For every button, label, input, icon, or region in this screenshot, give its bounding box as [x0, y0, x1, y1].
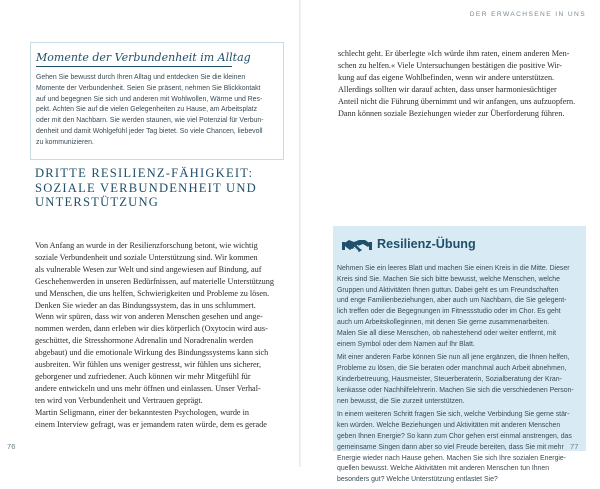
heading-line: UNTERSTÜTZUNG: [35, 195, 160, 210]
text-line: geschüttet, die Stresshormone Adrenalin und Noradrenalin werden: [35, 336, 254, 346]
text-line: Nehmen Sie ein leeres Blatt und machen Sie einen Kreis in die Mitte. Dieser: [337, 265, 570, 272]
text-line: nommen werden, dann erleben wir dies körperlich (Oxytocin wird aus-: [35, 324, 268, 334]
text-line: ten wird von Verbundenheit und Vertrauen geprägt.: [35, 395, 203, 405]
text-line: besonders gut? Welche Unterstützung entlastet Sie?: [337, 476, 498, 484]
handshake-icon: [342, 237, 372, 257]
exercise-paragraph: [337, 410, 580, 486]
text-line: Denken Sie wieder an das Bindungssystem, das in uns schlummert.: [35, 300, 256, 310]
right-body-text: [338, 48, 578, 119]
text-line: ken würden. Welche Beziehungen und Aktivitäten mit anderen Menschen: [337, 422, 561, 430]
text-line: als vulnerable Wesen zur Welt und sind angewiesen auf Bindung, auf: [35, 264, 262, 274]
text-line: andere entwickeln und uns mehr öffnen und einlassen. Unser Verhal-: [35, 383, 261, 393]
text-line: abgebaut) und die emotionale Wirkung des Bindungssystems kann sich: [35, 348, 269, 358]
text-line: auf und begegnen Sie sich und anderen mit Wohlwollen, Wärme und Res-: [36, 95, 263, 103]
page-number-right: 77: [570, 442, 579, 451]
text-line: Wenn wir spüren, dass wir von anderen Menschen gesehen und ange-: [35, 312, 263, 322]
text-line: Geschehenwerden in unseren Bedürfnissen, auf materielle Unterstützung: [35, 276, 274, 286]
heading-line: SOZIALE VERBUNDENHEIT UND: [35, 180, 257, 195]
text-line: geborgener und zufriedener. Auch können wir mehr Mitgefühl für: [35, 371, 251, 381]
text-line: soziale Verbundenheit und soziale Unterstützung sind. Wir kommen: [35, 252, 258, 262]
text-line: nen bewusst, die Sie zurzeit unterstützen.: [337, 397, 465, 405]
text-line: Momente der Verbundenheit. Seien Sie präsent, nehmen Sie Blickkontakt: [36, 84, 261, 92]
exercise-paragraph: [337, 264, 580, 350]
text-line: einem Symbol oder dem Namen auf Ihr Blatt.: [337, 340, 475, 348]
text-line: In einem weiteren Schritt fragen Sie sich, welche Verbindung Sie gerne stär-: [337, 411, 570, 419]
running-head: DER ERWACHSENE IN UNS: [469, 11, 586, 18]
text-line: zu kommunizieren.: [36, 138, 94, 146]
text-line: Gruppen und Aktivitäten Ihnen guttun. Dabei geht es um Freundschaften: [337, 286, 559, 294]
text-line: Martin Seligmann, einer der bekanntesten Psychologen, wurde in: [35, 407, 249, 417]
heading-line: DRITTE RESILIENZ-FÄHIGKEIT:: [35, 166, 254, 180]
text-line: pekt. Achten Sie auf die vielen Gelegenheiten zu Hause, am Arbeitsplatz: [36, 106, 258, 114]
text-line: Von Anfang an wurde in der Resilienzforschung betont, wie wichtig: [35, 241, 258, 250]
text-line: Probleme zu lösen, die Sie beraten oder manchmal auch Arbeit abnehmen,: [337, 365, 567, 373]
text-line: denheit und damit Wohlgefühl jeder Tag bietet. So viele Chancen, liebevoll: [36, 127, 263, 135]
text-line: kung auf das eigene Wohlbefinden, wenn wir andere unterstützen.: [338, 72, 555, 82]
text-line: Kreis sind Sie. Machen Sie sich bitte bewusst, welche Menschen, welche: [337, 275, 560, 283]
text-line: und Menschen, die uns helfen, Schwierigkeiten und Probleme zu lösen.: [35, 288, 270, 298]
text-line: kenkasse oder Nachhilfelehrerin. Machen Sie sich die verschiedenen Person-: [337, 386, 574, 394]
section-heading: [35, 166, 285, 210]
text-line: einem Interview gefragt, was er jemandem raten würde, dem es gerade: [35, 419, 267, 429]
text-line: Mit einer anderen Farbe können Sie nun all jene ergänzen, die Ihnen helfen,: [337, 354, 570, 362]
text-line: geben Ihnen Energie? So kann zum Chor gehen erst einmal anstrengen, das: [337, 432, 572, 440]
text-line: schen zu helfen.« Viele Untersuchungen bestätigen die positive Wir-: [338, 60, 563, 70]
text-line: schlecht geht. Er überlegte »Ich würde ihm raten, einem anderen Men-: [338, 49, 570, 58]
book-gutter: [299, 0, 301, 467]
highlight-underline: [36, 66, 232, 67]
text-line: ausbreiten. Wir fühlen uns weniger gestresst, wir fühlen uns sicherer,: [35, 360, 262, 370]
exercise-body: [337, 264, 580, 489]
text-line: Energie wieder nach Hause gehen. Machen Sie sich Ihre sozialen Energie-: [337, 454, 567, 462]
text-line: Gehen Sie bewusst durch Ihren Alltag und entdecken Sie die kleinen: [36, 74, 246, 81]
text-line: Malen Sie all diese Menschen, ob nahestehend oder weiter entfernt, mit: [337, 329, 557, 337]
text-line: lich treffen oder die Begegnungen im Fitnessstudio oder im Chor. Es geht: [337, 308, 561, 316]
text-line: gemeinsame Singen dann aber so viel Freude bereiten, dass Sie mit mehr: [337, 443, 564, 451]
text-line: Allerdings sollten wir darauf achten, dass unser harmoniesüchtiger: [338, 84, 557, 94]
text-line: Anteil nicht die Führung übernimmt und wir anfangen, uns aufzuopfern.: [338, 96, 576, 106]
left-body-text: [35, 240, 280, 431]
text-line: oder mit den Nachbarn. Sie werden staunen, wie viel Potenzial für Verbun-: [36, 117, 264, 125]
highlight-title: Momente der Verbundenheit im Alltag: [36, 51, 251, 64]
highlight-body: [36, 73, 276, 149]
exercise-paragraph: [337, 353, 580, 407]
exercise-title: Resilienz-Übung: [377, 237, 476, 251]
text-line: Dann können soziale Beziehungen wieder zur Überforderung führen.: [338, 108, 565, 118]
page-number-left: 76: [7, 442, 16, 451]
text-line: auch um Arbeitskolleginnen, mit denen Sie gerne zusammenarbeiten.: [337, 318, 550, 326]
text-line: und enge Familienbeziehungen, aber auch um Nachbarn, die Sie gelegent-: [337, 297, 567, 305]
text-line: quellen bewusst. Welche Aktivitäten mit anderen Menschen tun Ihnen: [337, 465, 550, 473]
text-line: Kinderbetreuung, Hausmeister, Steuerberaterin, Sozialberatung der Kran-: [337, 375, 562, 383]
